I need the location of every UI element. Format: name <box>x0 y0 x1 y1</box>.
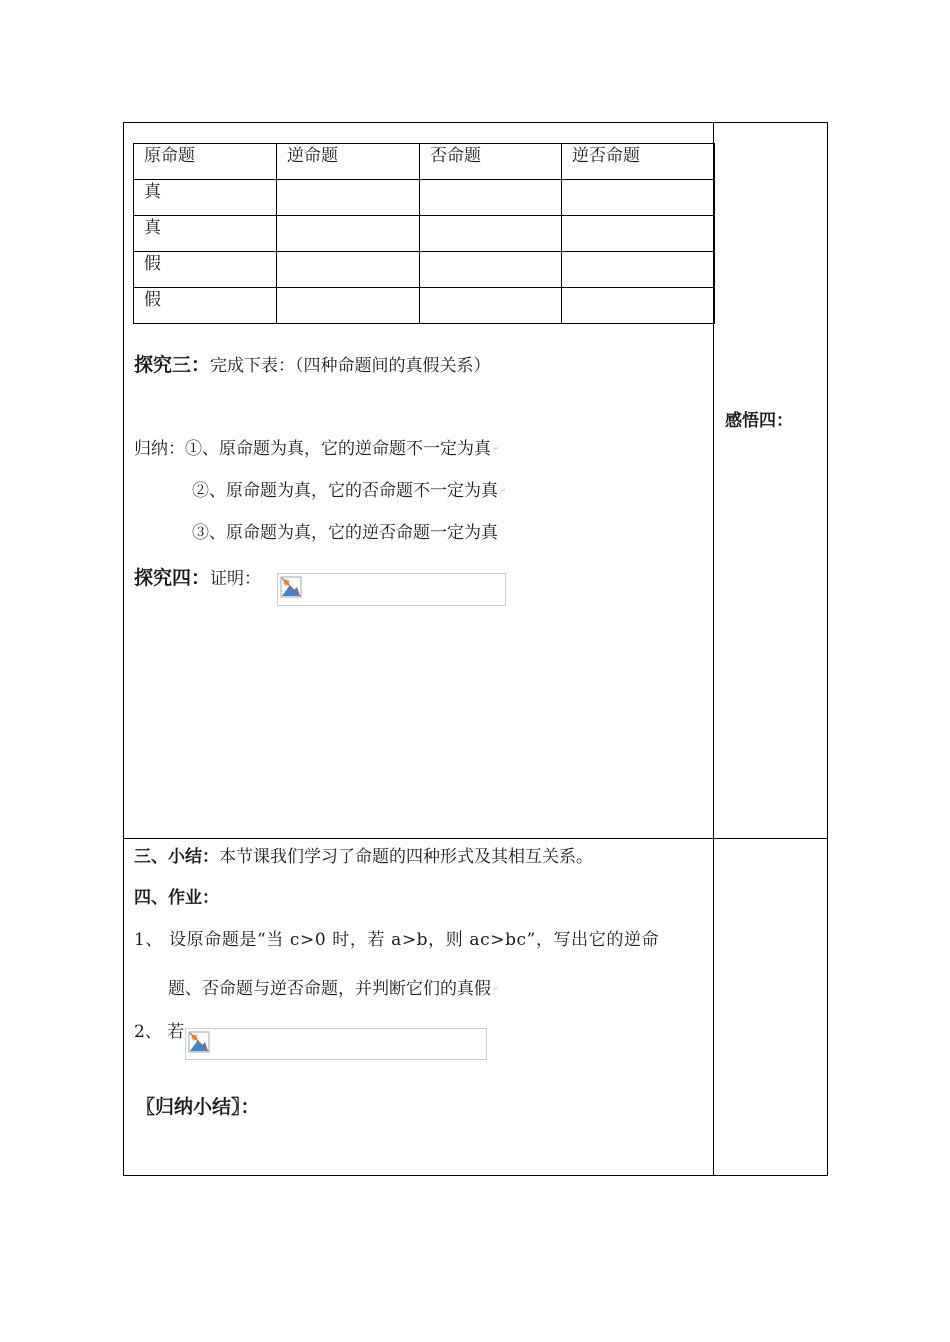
summary-heading: 三、小结： <box>134 847 219 867</box>
summary-text: 本节课我们学习了命题的四种形式及其相互关系。 <box>219 847 593 867</box>
frame-row-divider <box>123 838 828 839</box>
explore3-line <box>134 354 491 377</box>
table-header-row <box>134 144 715 180</box>
table-cell <box>277 180 420 216</box>
explore3-text: 完成下表：（四种命题间的真假关系） <box>210 356 491 376</box>
table-row <box>134 252 715 288</box>
table-cell: 真 <box>134 180 277 216</box>
broken-image-icon <box>280 576 302 598</box>
table-cell: 假 <box>134 252 277 288</box>
induction-line-3 <box>192 522 498 544</box>
table-cell: 真 <box>134 216 277 252</box>
explore4-text: 证明： <box>210 569 262 589</box>
homework-item2: 2、 若 <box>134 1022 185 1042</box>
homework-image-placeholder <box>185 1028 487 1060</box>
explore3-heading: 探究三： <box>134 354 211 376</box>
table-cell: 假 <box>134 288 277 324</box>
homework-item1-line2-text: 题、否命题与逆否命题，并判断它们的真假 <box>168 979 491 999</box>
induction-line-1: 归纳：①、原命题为真，它的逆命题不一定为真↵ <box>134 439 499 459</box>
header-original: 原命题 <box>134 144 277 180</box>
induction-label: 归纳： <box>134 439 185 459</box>
table-cell <box>562 216 715 252</box>
homework-heading: 四、作业： <box>134 888 219 908</box>
table-cell <box>562 180 715 216</box>
table-row <box>134 216 715 252</box>
table-cell <box>420 252 562 288</box>
table-cell <box>420 288 562 324</box>
table-cell <box>562 252 715 288</box>
reflection4-label: 感悟四： <box>725 411 793 431</box>
frame-bottom <box>123 1175 828 1176</box>
explore4-line <box>134 567 261 590</box>
header-converse: 逆命题 <box>277 144 420 180</box>
table-cell <box>277 252 420 288</box>
table-cell <box>562 288 715 324</box>
induction-item-2: ②、原命题为真，它的否命题不一定为真 <box>192 481 498 501</box>
conclusion-heading: 〖归纳小结〗： <box>136 1096 260 1118</box>
explore4-heading: 探究四： <box>134 567 211 589</box>
table-row <box>134 288 715 324</box>
header-contrapositive: 逆否命题 <box>562 144 715 180</box>
induction-line-2: ②、原命题为真，它的否命题不一定为真↵ <box>192 481 506 501</box>
table-cell <box>420 216 562 252</box>
table-cell <box>420 180 562 216</box>
broken-image-icon <box>188 1031 210 1053</box>
summary-line <box>134 846 593 868</box>
proof-image-placeholder <box>277 573 506 606</box>
header-inverse: 否命题 <box>420 144 562 180</box>
truth-table <box>133 143 715 324</box>
table-cell <box>277 288 420 324</box>
table-row <box>134 180 715 216</box>
homework-item1-line1: 1、 设原命题是“当 c>0 时，若 a>b，则 ac>bc”，写出它的逆命 <box>134 930 660 950</box>
induction-item-1: ①、原命题为真，它的逆命题不一定为真 <box>185 439 491 459</box>
homework-item1-line2: 题、否命题与逆否命题，并判断它们的真假↵ <box>168 979 499 999</box>
frame-top <box>123 122 828 123</box>
frame-left <box>123 122 124 1176</box>
frame-right <box>827 122 828 1176</box>
induction-item-3: ③、原命题为真，它的逆否命题一定为真 <box>192 523 498 543</box>
table-cell <box>277 216 420 252</box>
